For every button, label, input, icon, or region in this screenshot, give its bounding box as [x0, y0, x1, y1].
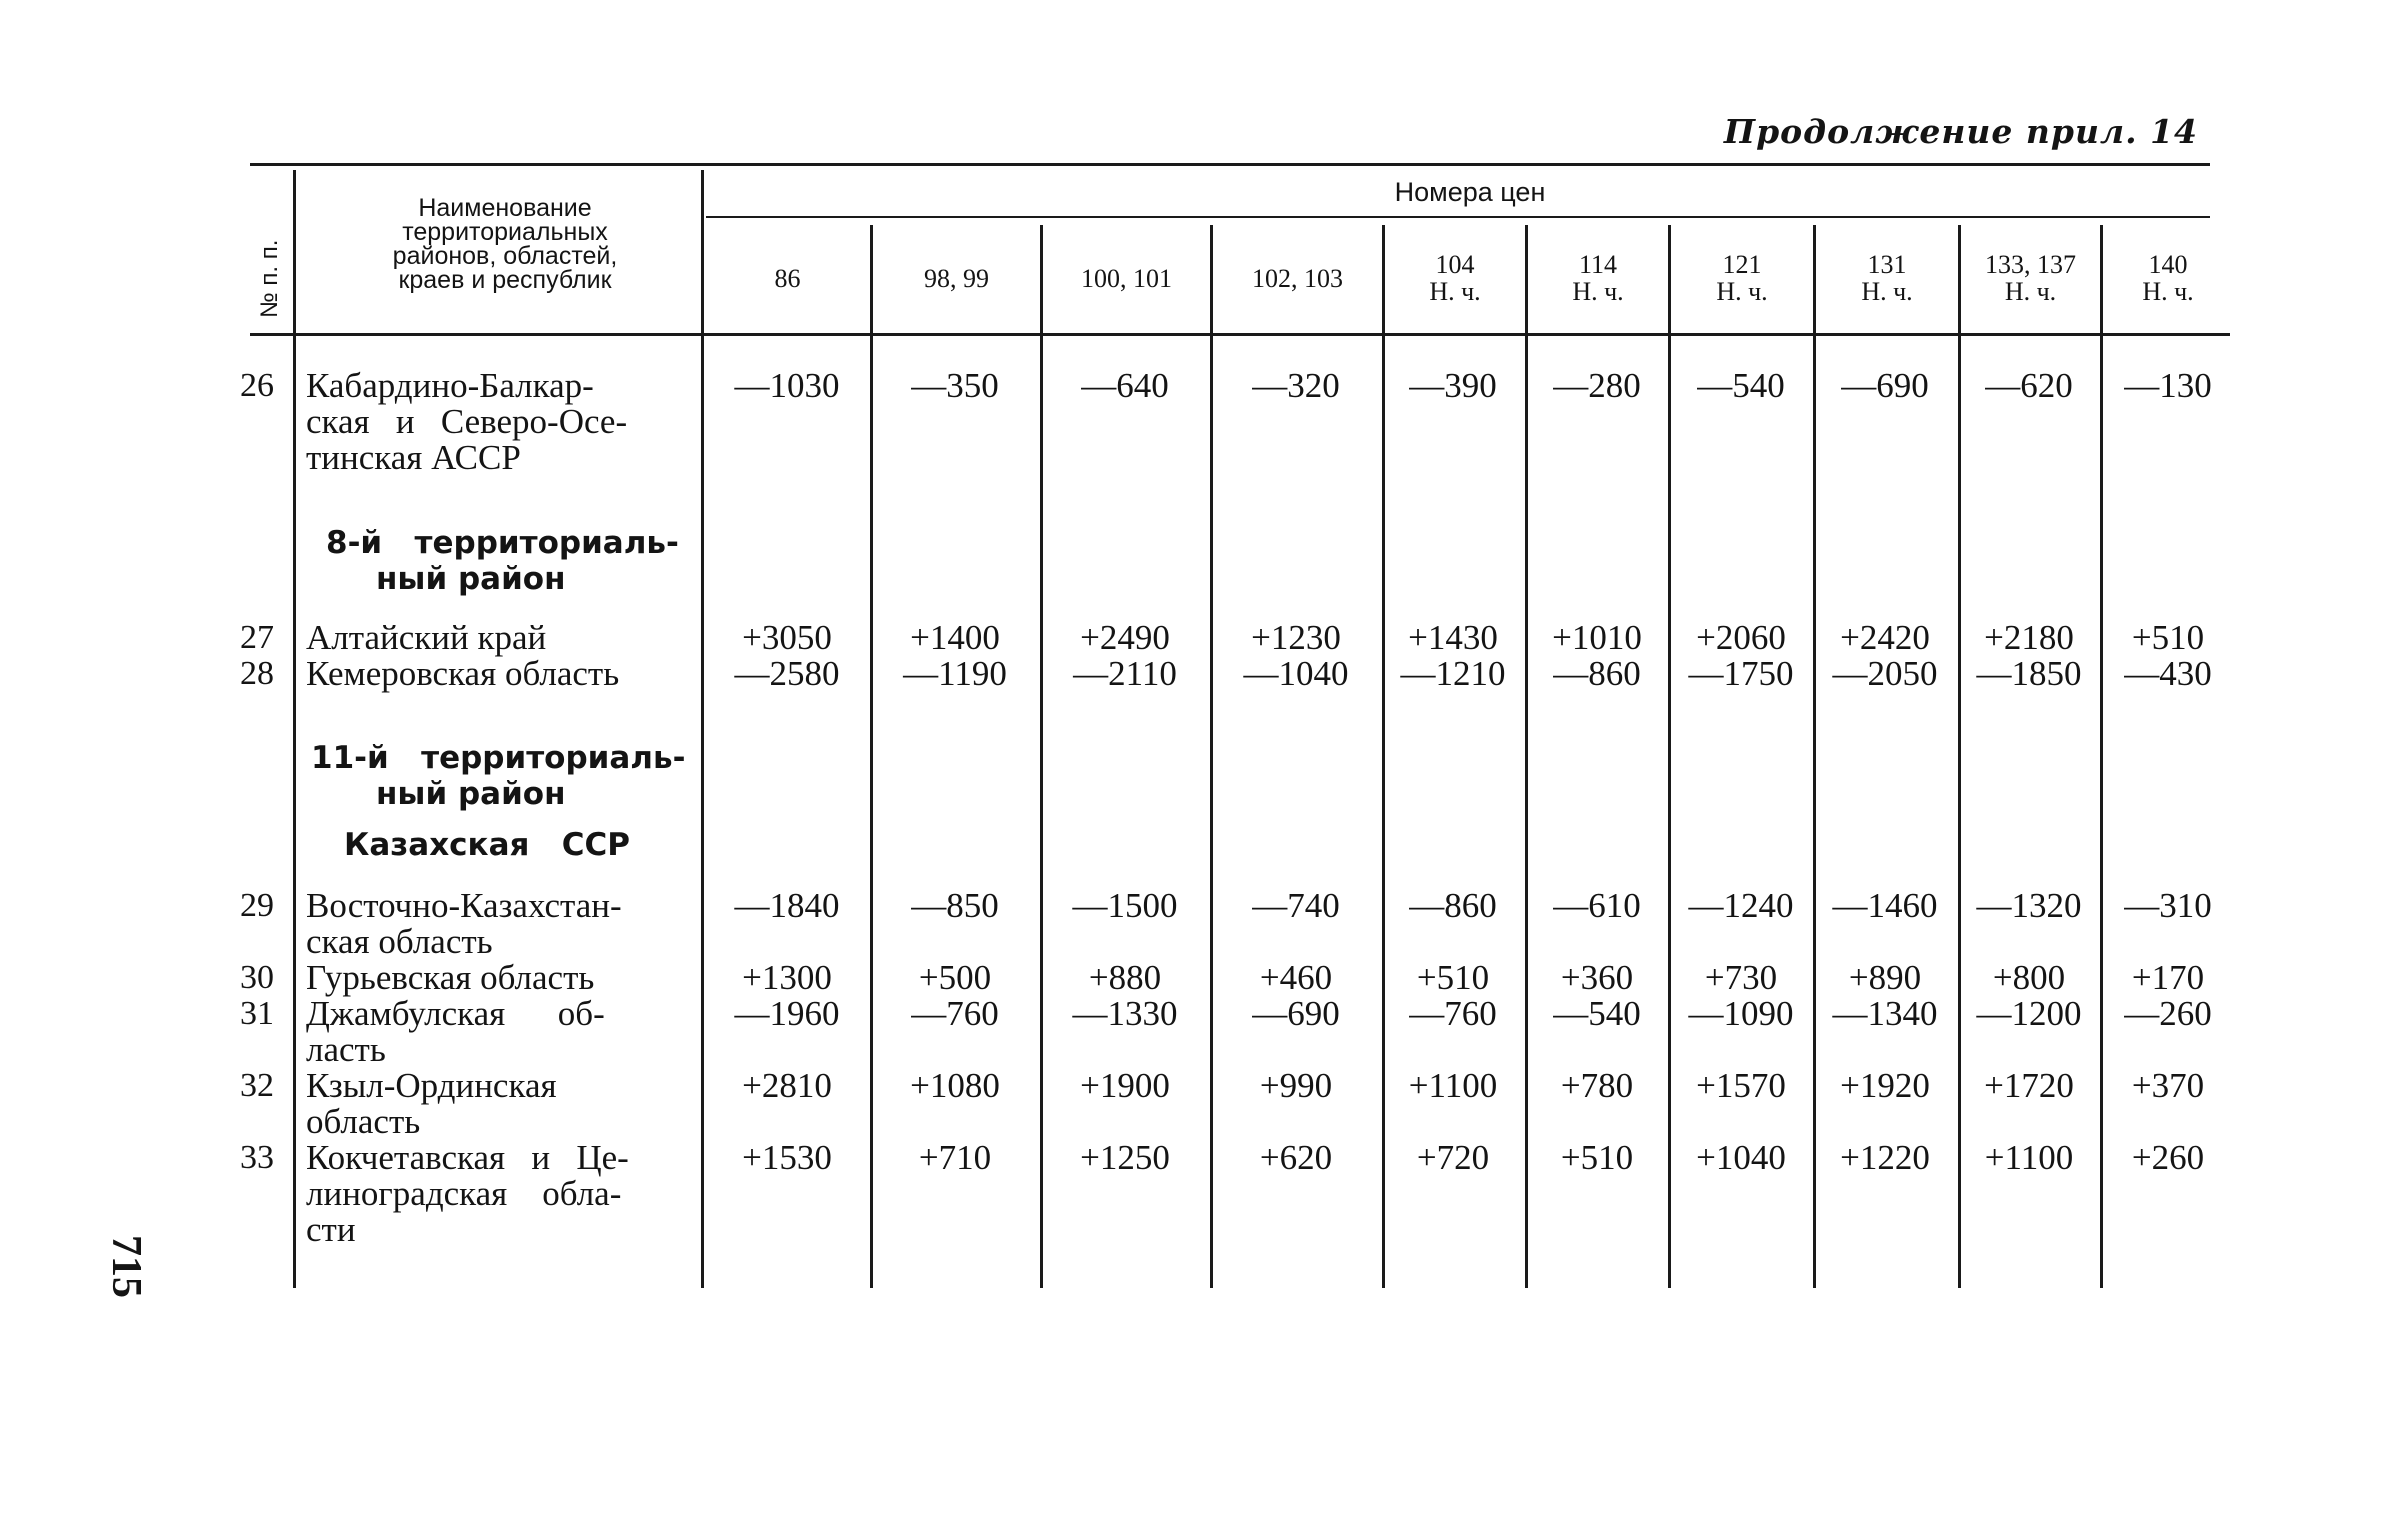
table-cell: +1010	[1552, 618, 1642, 657]
table-cell: —850	[911, 886, 999, 925]
table-cell: +890	[1848, 958, 1922, 997]
name-header-line: территориальных	[402, 218, 608, 246]
table-cell: —2110	[1073, 654, 1177, 693]
table-cell: —610	[1553, 886, 1641, 925]
price-col-header	[1671, 228, 1813, 328]
table-cell: +1300	[742, 958, 832, 997]
table-cell: —1040	[1243, 654, 1349, 693]
table-cell: —430	[2124, 654, 2212, 693]
num-column-header: № п. п.	[256, 239, 283, 318]
row-name-line: Кемеровская область	[306, 654, 620, 693]
table-cell: +2490	[1080, 618, 1170, 657]
table-cell: —860	[1553, 654, 1641, 693]
col-header-line1: 100, 101	[1081, 263, 1172, 293]
col-rule-name	[701, 170, 704, 1288]
table-cell: +170	[2131, 958, 2205, 997]
row-name	[306, 960, 674, 996]
row-number: 26	[240, 367, 274, 404]
name-header-line: краев и республик	[398, 266, 612, 294]
table-cell: +2180	[1984, 618, 2074, 657]
table-cell: +1100	[1408, 1066, 1498, 1105]
header-bottom-rule	[250, 333, 2230, 336]
table-cell: —130	[2124, 366, 2212, 405]
table-cell: +360	[1560, 958, 1634, 997]
row-name-line: сти	[306, 1210, 356, 1249]
price-col-header	[705, 228, 870, 328]
prices-group-rule	[706, 216, 2210, 218]
table-cell: —1750	[1688, 654, 1794, 693]
section-line: ный район	[376, 776, 566, 812]
row-name-line: ская и Северо-Осе-	[306, 402, 628, 441]
row-name	[306, 620, 674, 656]
table-cell: +1040	[1696, 1138, 1786, 1177]
table-cell: +3050	[742, 618, 832, 657]
table-cell: +2420	[1840, 618, 1930, 657]
table-cell: +260	[2131, 1138, 2205, 1177]
table-cell: +510	[1416, 958, 1490, 997]
table-cell: —1090	[1688, 994, 1794, 1033]
col-header-line1: 133, 137	[1985, 250, 2076, 279]
row-name-line: тинская АССР	[306, 438, 521, 477]
section-line: ный район	[376, 561, 566, 597]
table-cell: —690	[1252, 994, 1340, 1033]
col-header-line1: 140	[2148, 250, 2188, 279]
section-line: Казахская ССР	[344, 827, 631, 863]
table-cell: +620	[1259, 1138, 1333, 1177]
row-name-line: Джамбулская об-	[306, 994, 605, 1033]
row-name	[306, 368, 674, 476]
table-cell: —740	[1252, 886, 1340, 925]
table-cell: —260	[2124, 994, 2212, 1033]
table-cell: +1720	[1984, 1066, 2074, 1105]
table-cell: —1460	[1832, 886, 1938, 925]
table-cell: —860	[1409, 886, 1497, 925]
table-cell: —2580	[734, 654, 840, 693]
table-cell: +710	[918, 1138, 992, 1177]
section-line: 11-й территориаль-	[311, 740, 686, 776]
table-cell: +800	[1992, 958, 2066, 997]
table-cell: —1500	[1072, 886, 1178, 925]
table-cell: +2060	[1696, 618, 1786, 657]
col-header-line1: 131	[1867, 250, 1907, 279]
row-name	[306, 996, 674, 1068]
col-header-line2: Н. ч.	[2004, 277, 2057, 306]
table-cell: +510	[1560, 1138, 1634, 1177]
row-name-line: ласть	[306, 1030, 386, 1069]
row-name-line: Алтайский край	[306, 618, 547, 657]
table-cell: —1200	[1976, 994, 2082, 1033]
row-name-line: Кзыл-Ординская	[306, 1066, 557, 1105]
table-cell: —640	[1081, 366, 1169, 405]
price-col-header	[1961, 228, 2100, 328]
row-name-line: линоградская обла-	[306, 1174, 622, 1213]
table-cell: —1190	[903, 654, 1007, 693]
table-cell: +2810	[742, 1066, 832, 1105]
table-cell: —1210	[1400, 654, 1506, 693]
price-col-header	[1043, 228, 1210, 328]
table-cell: +1430	[1408, 618, 1498, 657]
section-heading-kz	[306, 827, 674, 863]
row-name	[306, 888, 674, 960]
table-cell: +720	[1416, 1138, 1490, 1177]
table-cell: +370	[2131, 1066, 2205, 1105]
page-number: 715	[103, 1235, 149, 1298]
table-cell: +1400	[910, 618, 1000, 657]
table-cell: —690	[1841, 366, 1929, 405]
table-cell: —280	[1553, 366, 1641, 405]
col-header-line1: 114	[1578, 250, 1618, 279]
col-header-line2: Н. ч.	[1572, 277, 1624, 306]
table-top-rule	[250, 163, 2210, 166]
table-cell: —1330	[1072, 994, 1178, 1033]
col-rule-2	[1040, 225, 1043, 1288]
col-header-line2: Н. ч.	[1429, 277, 1481, 306]
section-line: 8-й территориаль-	[326, 525, 679, 561]
table-cell: +1080	[910, 1066, 1000, 1105]
table-cell: +510	[2131, 618, 2205, 657]
row-name	[306, 656, 674, 692]
price-col-header	[1385, 228, 1525, 328]
row-number: 29	[240, 887, 274, 924]
table-cell: —1840	[734, 886, 840, 925]
section-heading-11	[306, 740, 686, 812]
table-cell: —1340	[1832, 994, 1938, 1033]
row-name-line: Кабардино-Балкар-	[306, 366, 594, 405]
row-number: 27	[240, 619, 274, 656]
table-cell: —620	[1985, 366, 2073, 405]
table-cell: —350	[911, 366, 999, 405]
table-cell: —1320	[1976, 886, 2082, 925]
price-col-header	[1213, 228, 1382, 328]
table-cell: +1100	[1984, 1138, 2074, 1177]
name-header-line: районов, областей,	[392, 242, 618, 270]
price-col-header	[873, 228, 1040, 328]
table-caption: Продолжение прил. 14	[1723, 112, 2198, 151]
row-number: 32	[240, 1067, 274, 1104]
col-header-line1: 104	[1435, 250, 1475, 279]
name-column-header	[330, 196, 680, 292]
table-cell: —320	[1252, 366, 1340, 405]
prices-group-header: Номера цен	[1394, 177, 1546, 207]
table-cell: +880	[1088, 958, 1162, 997]
table-cell: —1960	[734, 994, 840, 1033]
table-cell: +1530	[742, 1138, 832, 1177]
table-cell: —760	[1409, 994, 1497, 1033]
table-cell: —1030	[734, 366, 840, 405]
price-col-header	[1528, 228, 1668, 328]
col-header-line2: Н. ч.	[1861, 277, 1913, 306]
row-name-line: Восточно-Казахстан-	[306, 886, 622, 925]
col-header-line1: 121	[1722, 250, 1762, 279]
table-cell: +1900	[1080, 1066, 1170, 1105]
table-cell: —760	[911, 994, 999, 1033]
row-name-line: ская область	[306, 922, 493, 961]
table-cell: —540	[1553, 994, 1641, 1033]
table-cell: +1570	[1696, 1066, 1786, 1105]
col-rule-num	[293, 170, 296, 1288]
col-rule-1	[870, 225, 873, 1288]
table-cell: +1220	[1840, 1138, 1930, 1177]
row-number: 30	[240, 959, 274, 996]
col-header-line1: 86	[774, 263, 801, 293]
name-header-line: Наименование	[418, 194, 592, 222]
table-cell: —1850	[1976, 654, 2082, 693]
price-col-header	[1816, 228, 1958, 328]
table-cell: +500	[918, 958, 992, 997]
table-cell: —1240	[1688, 886, 1794, 925]
col-header-line1: 98, 99	[924, 263, 989, 293]
table-cell: +1920	[1840, 1066, 1930, 1105]
col-header-line2: Н. ч.	[2142, 277, 2194, 306]
row-name-line: Гурьевская область	[306, 958, 595, 997]
table-cell: —390	[1409, 366, 1497, 405]
row-number: 28	[240, 655, 274, 692]
price-col-header	[2103, 228, 2233, 328]
row-name-line: область	[306, 1102, 421, 1141]
table-cell: +730	[1704, 958, 1778, 997]
table-cell: +990	[1259, 1066, 1333, 1105]
row-name-line: Кокчетавская и Це-	[306, 1138, 629, 1177]
col-header-line2: Н. ч.	[1716, 277, 1768, 306]
table-cell: —310	[2124, 886, 2212, 925]
table-cell: +1230	[1251, 618, 1341, 657]
row-number: 31	[240, 995, 274, 1032]
row-number: 33	[240, 1139, 274, 1176]
row-name	[306, 1068, 674, 1140]
table-cell: +1250	[1080, 1138, 1170, 1177]
col-rule-3	[1210, 225, 1213, 1288]
table-cell: +780	[1560, 1066, 1634, 1105]
col-header-line1: 102, 103	[1252, 263, 1343, 293]
row-name	[306, 1140, 674, 1248]
table-cell: —2050	[1832, 654, 1938, 693]
section-heading-8	[306, 525, 679, 597]
table-cell: —540	[1697, 366, 1785, 405]
table-cell: +460	[1259, 958, 1333, 997]
